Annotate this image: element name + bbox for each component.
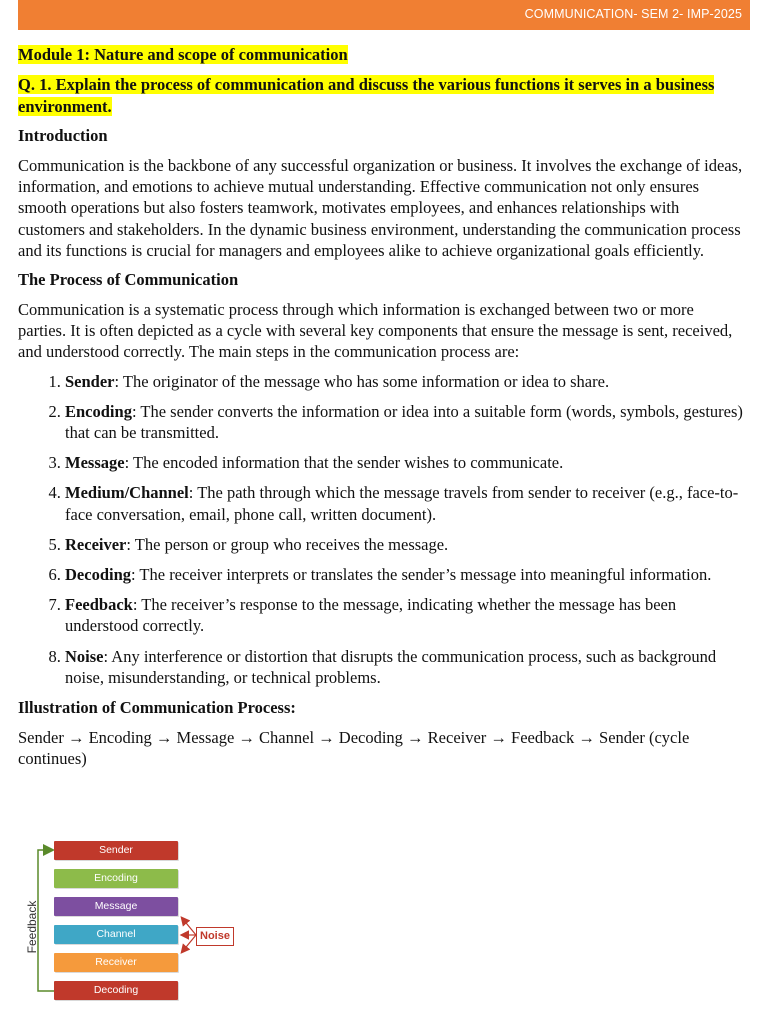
diagram-box-receiver: Receiver [54, 953, 178, 972]
diagram-noise-box: Noise [196, 927, 234, 946]
process-heading: The Process of Communication [18, 270, 239, 290]
list-item [65, 371, 746, 392]
diagram-box-channel: Channel [54, 925, 178, 944]
header-title: COMMUNICATION- SEM 2- IMP-2025 [524, 7, 742, 21]
step-term: Encoding [65, 401, 132, 421]
question-text: Q. 1. Explain the process of communication and discuss the various functions it serves in a business environment. [18, 75, 715, 116]
step-desc: : The person or group who receives the message. [126, 534, 449, 554]
diagram-box-message: Message [54, 897, 178, 916]
intro-heading: Introduction [18, 126, 108, 145]
diagram-box-sender: Sender [54, 841, 178, 860]
step-term: Receiver [65, 534, 127, 554]
list-item [65, 482, 746, 524]
illustration-heading: Illustration of Communication Process: [18, 698, 296, 718]
step-term: Feedback [65, 595, 133, 615]
illustration-flow-text: Sender → Encoding → Message → Channel → Decoding → Receiver → Feedback → Sender (cycle continues) [18, 728, 690, 769]
step-desc: : The receiver’s response to the message, indicating whether the message has been understood correctly. [65, 595, 677, 636]
noise-arrow-receiver [182, 935, 196, 952]
process-paragraph: Communication is a systematic process through which information is exchanged between two or more parties. It is often depicted as a cycle with several key components that ensure the message is sent, received, and understood correctly. The main steps in the communication process are: [18, 300, 733, 362]
step-desc: : The receiver interprets or translates the sender’s message into meaningful information. [131, 565, 712, 585]
step-term: Medium/Channel [65, 483, 189, 503]
intro-paragraph: Communication is the backbone of any successful organization or business. It involves the exchange of ideas, information, and emotions to achieve mutual understanding. Effective communication not only ensures smooth operations but also fosters teamwork, motivates employees, and enhances relationships with customers and stakeholders. In the dynamic business environment, understanding the communication process and its functions is crucial for managers and employees alike to achieve organizational goals efficiently. [18, 156, 743, 260]
list-item [65, 534, 746, 555]
step-desc: : The encoded information that the sender wishes to communicate. [124, 453, 564, 473]
document-body [18, 44, 746, 777]
question-heading [18, 74, 746, 117]
step-term: Noise [65, 646, 104, 666]
diagram-box-encoding: Encoding [54, 869, 178, 888]
list-item [65, 452, 746, 473]
step-desc: : The originator of the message who has some information or idea to share. [114, 371, 610, 391]
module-title-text: Module 1: Nature and scope of communication [18, 45, 348, 64]
step-desc: : The path through which the message travels from sender to receiver (e.g., face-to-face conversation, email, phone call, written document). [65, 483, 739, 524]
list-item [65, 646, 746, 688]
step-term: Message [65, 453, 125, 473]
communication-process-diagram [18, 838, 248, 1008]
step-desc: : Any interference or distortion that disrupts the communication process, such as background noise, misunderstanding, or technical problems. [65, 646, 717, 687]
list-item [65, 401, 746, 443]
noise-arrow-message [182, 918, 196, 935]
step-term: Decoding [65, 565, 131, 585]
header-bar [18, 0, 750, 30]
list-item [65, 564, 746, 585]
process-steps-list [18, 371, 746, 688]
step-desc: : The sender converts the information or idea into a suitable form (words, symbols, gestures) that can be transmitted. [65, 401, 743, 443]
list-item [65, 594, 746, 636]
module-title [18, 44, 746, 66]
feedback-loop-arrow [38, 850, 54, 991]
step-term: Sender [65, 371, 115, 391]
diagram-box-decoding: Decoding [54, 981, 178, 1000]
diagram-feedback-label: Feedback [25, 900, 39, 954]
